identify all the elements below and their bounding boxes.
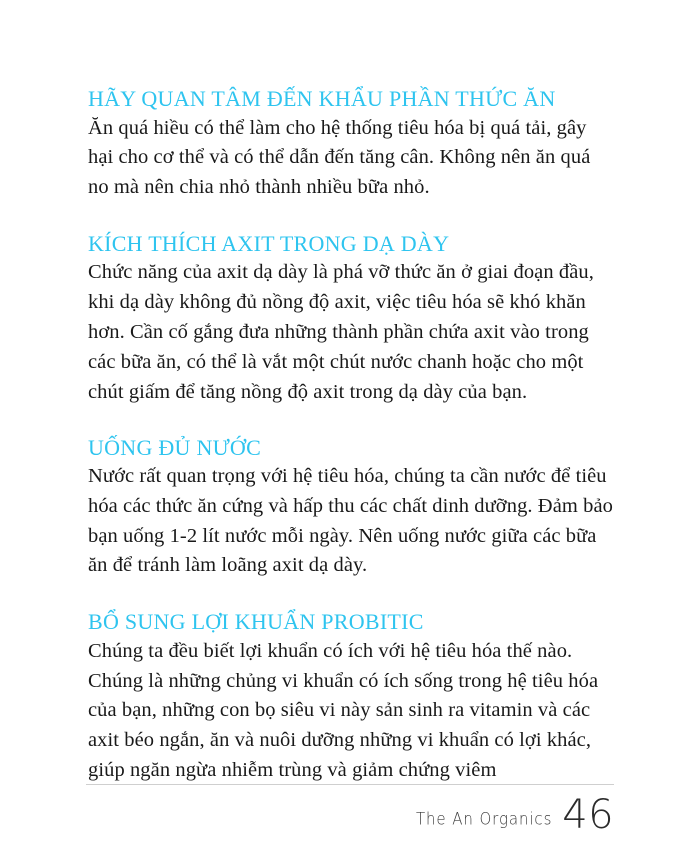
section-uong-du-nuoc <box>88 435 614 582</box>
section-body: Chức năng của axit dạ dày là phá vỡ thức ăn ở giai đoạn đầu, khi dạ dày không đủ nồng độ axit, việc tiêu hóa sẽ khó khăn hơn. Cần cố gắng đưa những thành phần chứa axit vào trong các bữa ăn, có thể là vắt một chút nước chanh hoặc cho một chút giấm để tăng nồng độ axit trong dạ dày của bạn. <box>88 261 594 403</box>
page-footer <box>415 792 614 838</box>
section-heading: UỐNG ĐỦ NƯỚC <box>88 434 262 460</box>
section-heading: HÃY QUAN TÂM ĐẾN KHẨU PHẦN THỨC ĂN <box>88 86 556 111</box>
section-bo-sung-loi-khuan <box>88 609 614 786</box>
footer-divider <box>86 784 614 785</box>
section-khau-phan-thuc-an <box>88 86 614 203</box>
section-heading: KÍCH THÍCH AXIT TRONG DẠ DÀY <box>88 230 450 256</box>
page-content <box>88 86 614 786</box>
section-kich-thich-axit <box>88 231 614 408</box>
footer-brand: The An Organics <box>415 808 553 829</box>
section-body: Chúng ta đều biết lợi khuẩn có ích với hệ tiêu hóa thế nào. Chúng là những chủng vi khuẩn có ích sống trong hệ tiêu hóa của bạn, những con bọ siêu vi này sản sinh ra vitamin và các axit béo ngắn, ăn và nuôi dưỡng những vi khuẩn có lợi khác, giúp ngăn ngừa nhiễm trùng và giảm chứng viêm <box>88 639 599 782</box>
section-heading: BỔ SUNG LỢI KHUẨN PROBITIC <box>88 609 424 635</box>
section-body: Nước rất quan trọng với hệ tiêu hóa, chúng ta cần nước để tiêu hóa các thức ăn cứng và hấp thu các chất dinh dưỡng. Đảm bảo bạn uống 1-2 lít nước mỗi ngày. Nên uống nước giữa các bữa ăn để tránh làm loãng axit dạ dày. <box>88 465 613 577</box>
page-number: 46 <box>562 792 614 838</box>
section-body: Ăn quá hiều có thể làm cho hệ thống tiêu hóa bị quá tải, gây hại cho cơ thể và có thể dẫn đến tăng cân. Không nên ăn quá no mà nên chia nhỏ thành nhiều bữa nhỏ. <box>88 116 591 199</box>
